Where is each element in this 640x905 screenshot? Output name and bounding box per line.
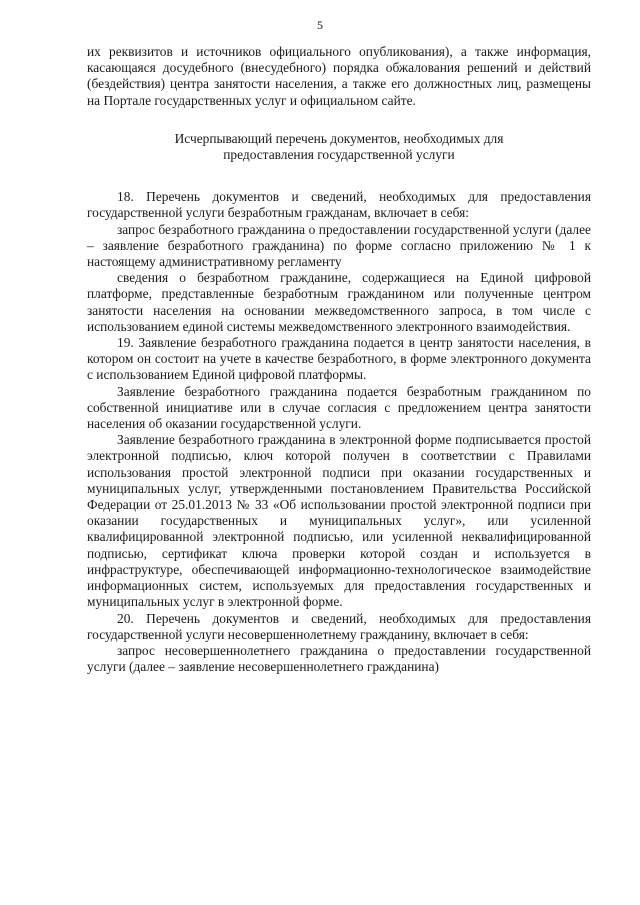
paragraph-18: 18. Перечень документов и сведений, необходимых для предоставления государственной услуги безработным гражданам, включает в себя: — [87, 189, 591, 221]
paragraph-19-signature: Заявление безработного гражданина в электронной форме подписывается простой электронной подписью, ключ которой получен в соответствии с Правилами использования простой электронной подписи при оказании государственных и муниципальных услуг, утвержденными постановлением Правительства Российской Федерации от 25.01.2013 № 33 «Об использовании простой электронной подписи при оказании государственных и муниципальных услуг», или усиленной квалифицированной электронной подписью, или усиленной неквалифицированной подписью, сертификат ключа проверки которой создан и используется в инфраструктуре, обеспечивающей информационно-технологическое взаимодействие информационных систем, используемых для предоставления государственных и муниципальных услуг в электронной форме. — [87, 432, 591, 610]
paragraph-19-initiative: Заявление безработного гражданина подается безработным гражданином по собственной инициативе или в случае согласия с предложением центра занятости населения об оказании государственной услуги. — [87, 383, 591, 432]
paragraph-18-item-information: сведения о безработном гражданине, содержащиеся на Единой цифровой платформе, представленные безработным гражданином или полученные центром занятости населения на основании межведомственного запроса, в том числе с использованием единой системы межведомственного электронного взаимодействия. — [87, 270, 591, 334]
section-heading-line-1: Исчерпывающий перечень документов, необходимых для — [174, 130, 504, 146]
paragraph-18-item-application: запрос безработного гражданина о предоставлении государственной услуги (далее – заявление безработного гражданина) по форме согласно приложению № 1 к настоящему административному регламенту — [87, 221, 591, 270]
page-content — [87, 44, 591, 675]
section-heading — [87, 131, 591, 163]
page-number: 5 — [317, 18, 323, 32]
paragraph-20-item-application: запрос несовершеннолетнего гражданина о предоставлении государственной услуги (далее – заявление несовершеннолетнего гражданина) — [87, 642, 591, 675]
section-heading-line-2: предоставления государственной услуги — [223, 147, 455, 163]
paragraph-20: 20. Перечень документов и сведений, необходимых для предоставления государственной услуги несовершеннолетнему гражданину, включает в себя: — [87, 610, 591, 642]
intro-paragraph: их реквизитов и источников официального опубликования), а также информация, касающаяся досудебного (внесудебного) порядка обжалования решений и действий (бездействия) центра занятости населения, а также его должностных лиц, размещены на Портале государственных услуг и официальном сайте. — [87, 44, 591, 108]
paragraph-19: 19. Заявление безработного гражданина подается в центр занятости населения, в котором он состоит на учете в качестве безработного, в форме электронного документа с использованием Единой цифровой платформы. — [87, 335, 591, 383]
